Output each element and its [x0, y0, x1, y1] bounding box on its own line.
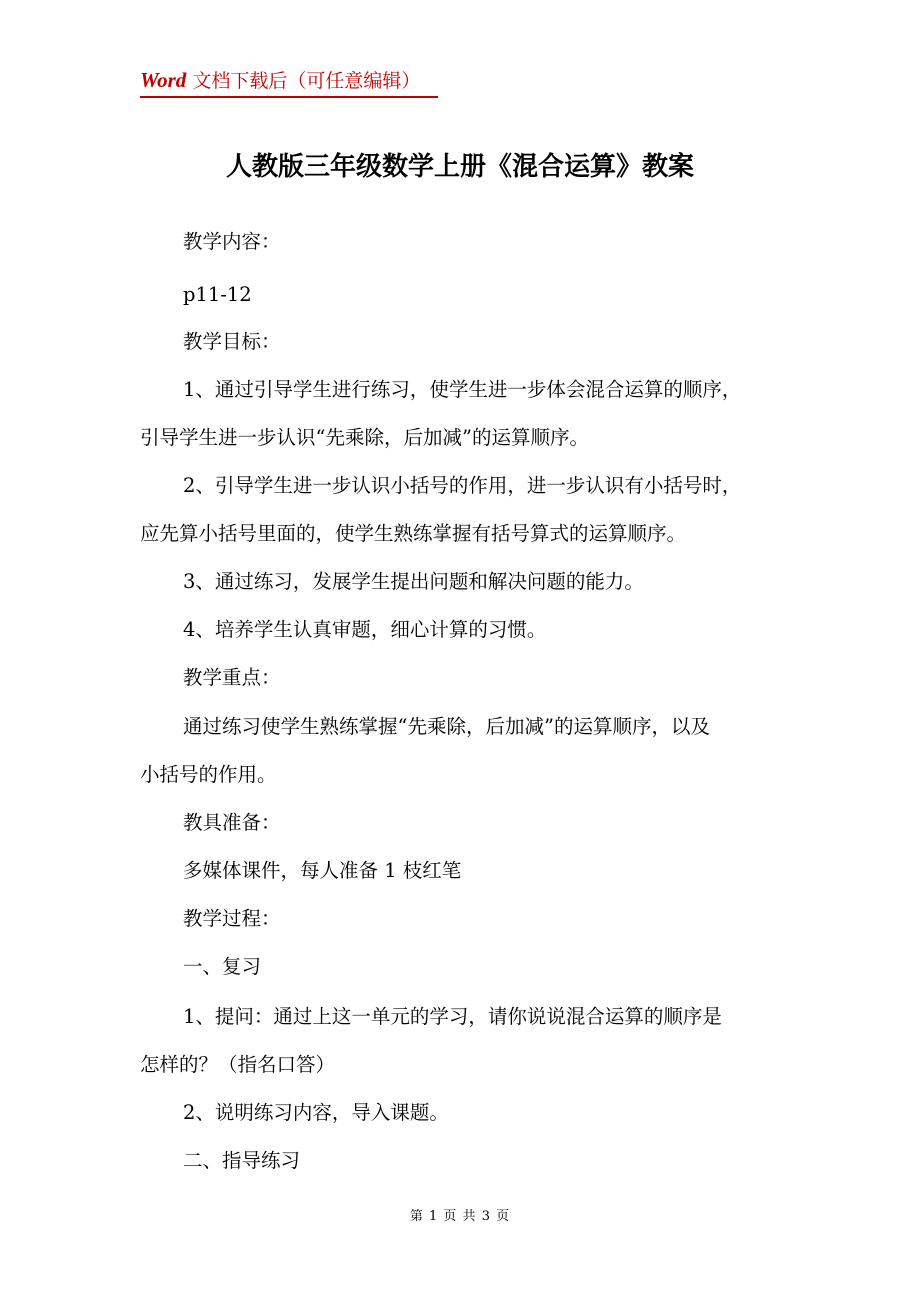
paragraph-line: 一、复习	[183, 955, 262, 978]
paragraph-line: 1、通过引导学生进行练习，使学生进一步体会混合运算的顺序，	[183, 378, 742, 401]
paragraph-line: 3、通过练习，发展学生提出问题和解决问题的能力。	[183, 570, 644, 593]
paragraph-line: 引导学生进一步认识“先乘除，后加减”的运算顺序。	[140, 426, 589, 449]
paragraph-line: 2、引导学生进一步认识小括号的作用，进一步认识有小括号时，	[183, 474, 742, 497]
header-word: Word	[140, 68, 187, 92]
paragraph-line: 多媒体课件，每人准备 1 枝红笔	[183, 859, 462, 882]
paragraph-line: 小括号的作用。	[140, 763, 277, 786]
paragraph-line: p11-12	[183, 283, 252, 306]
paragraph-line: 教学目标：	[183, 330, 281, 353]
paragraph-line: 应先算小括号里面的，使学生熟练掌握有括号算式的运算顺序。	[140, 522, 687, 545]
paragraph-line: 怎样的？（指名口答）	[140, 1053, 336, 1076]
paragraph-line: 教学过程：	[183, 907, 281, 930]
header-watermark	[140, 66, 438, 98]
page-footer: 第 1 页 共 3 页	[409, 1209, 511, 1224]
paragraph-line: 4、培养学生认真审题，细心计算的习惯。	[183, 618, 547, 641]
header-rest: 文档下载后（可任意编辑）	[186, 70, 421, 92]
document-title: 人教版三年级数学上册《混合运算》教案	[225, 152, 694, 182]
paragraph-line: 通过练习使学生熟练掌握“先乘除，后加减”的运算顺序，以及	[183, 715, 710, 738]
paragraph-line: 教学重点：	[183, 666, 281, 689]
paragraph-line: 教具准备：	[183, 811, 281, 834]
paragraph-line: 2、说明练习内容，导入课题。	[183, 1101, 449, 1124]
paragraph-line: 二、指导练习	[183, 1149, 301, 1172]
paragraph-line: 1、提问：通过上这一单元的学习，请你说说混合运算的顺序是	[183, 1005, 722, 1028]
paragraph-line: 教学内容：	[183, 230, 281, 253]
